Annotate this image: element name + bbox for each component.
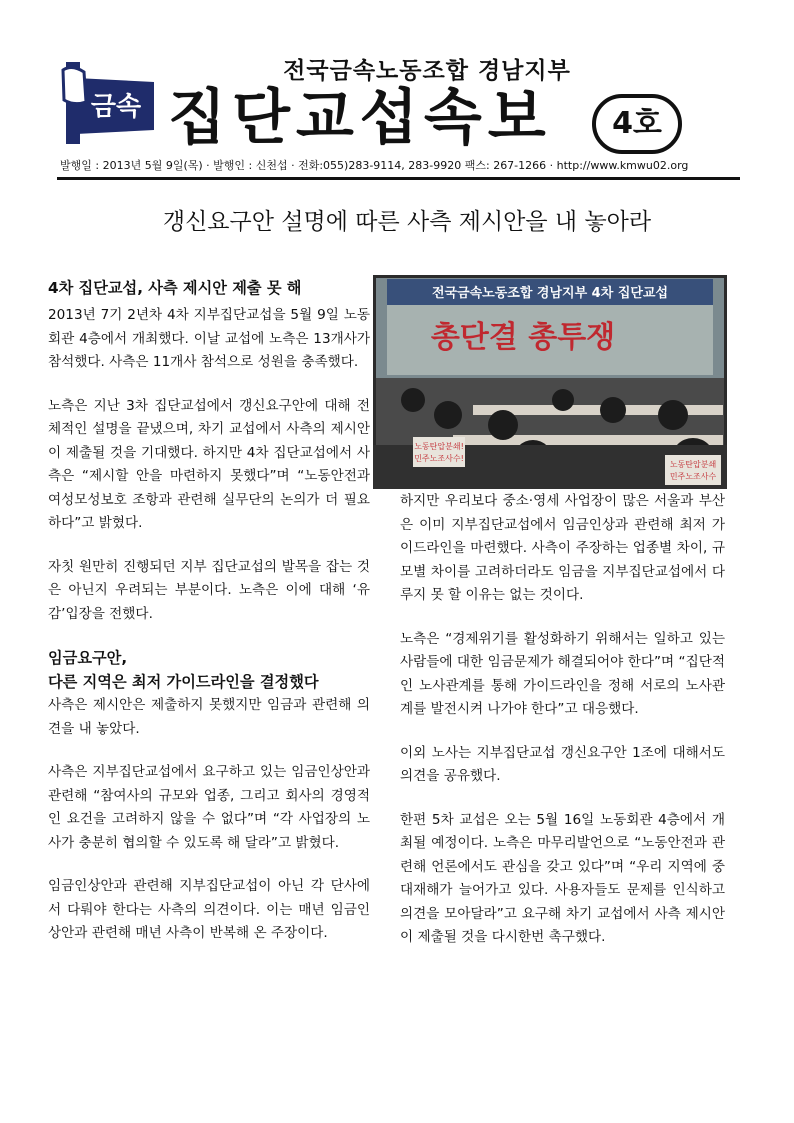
publication-info: 발행일 : 2013년 5월 9일(목) · 발행인 : 신천섭 · 전화:055)283-9114, 283-9920 팩스: 267-1266 · http://www.kmwu02.org (60, 159, 689, 172)
paragraph-2: 노측은 지난 3차 집단교섭에서 갱신요구안에 대해 전체적인 설명을 끝냈으며, 차기 교섭에서 사측의 제시안이 제출될 것을 기대했다. 하지만 4차 집단교섭에서 사측은 “제시할 안을 마련하지 못했다”며 “노동안전과 여성모성보호 조항과 관련해 실무단의 논의가 더 필요하다”고 밝혔다. (48, 397, 370, 531)
meeting-photo (373, 275, 727, 489)
main-headline: 갱신요구안 설명에 따른 사측 제시안을 내 놓아라 (162, 209, 652, 235)
section-heading-2-line1: 임금요구안, (48, 649, 128, 667)
header-rule (57, 177, 740, 180)
masthead-title: 집단교섭속보 (168, 83, 552, 153)
paragraph-7: 하지만 우리보다 중소·영세 사업장이 많은 서울과 부산은 이미 지부집단교섭에서 임금인상과 관련해 최저 가이드라인을 마련했다. 사측이 주장하는 업종별 차이, 규모별 차이를 고려하더라도 임금을 지부집단교섭에서 다루지 못 할 이유는 없는 것이다. (400, 493, 725, 603)
svg-text:노동탄압분쇄!: 노동탄압분쇄! (414, 442, 464, 451)
svg-text:전국금속노동조합 경남지부 4차 집단교섭: 전국금속노동조합 경남지부 4차 집단교섭 (431, 286, 669, 301)
section-heading-2 (48, 646, 370, 694)
paragraph-9: 이외 노사는 지부집단교섭 갱신요구안 1조에 대해서도 의견을 공유했다. (400, 744, 725, 784)
paragraph-6: 임금인상안과 관련해 지부집단교섭이 아닌 각 단사에서 다뤄야 한다는 사측의 의견이다. 이는 매년 임금인상안과 관련해 매년 사측이 반복해 온 주장이다. (48, 878, 370, 941)
paragraph-8: 노측은 “경제위기를 활성화하기 위해서는 일하고 있는 사람들에 대한 임금문제가 해결되어야 한다”며 “집단적인 노사관계를 통해 가이드라인을 정해 서로의 노사관계를 발전시켜 나가야 한다”고 대응했다. (400, 630, 725, 717)
section-heading-1: 4차 집단교섭, 사측 제시안 제출 못 해 (48, 279, 302, 297)
paragraph-5: 사측은 지부집단교섭에서 요구하고 있는 임금인상안과 관련해 “참여사의 규모와 업종, 그리고 회사의 경영적인 요건을 고려하지 않을 수 없다”며 “각 사업장의 노사가 충분히 협의할 수 있도록 해 달라”고 밝혔다. (48, 764, 370, 851)
paragraph-10: 한편 5차 교섭은 오는 5월 16일 노동회관 4층에서 개최될 예정이다. 노측은 마무리발언으로 “노동안전과 관련해 언론에서도 관심을 갖고 있다”며 “우리 지역에 중대재해가 늘어가고 있다. 사용자들도 문제를 인식하고 의견을 모아달라”고 요구해 차기 교섭에서 사측 제시안이 제출될 것을 다시한번 촉구했다. (400, 811, 725, 945)
svg-text:총단결 총투쟁: 총단결 총투쟁 (430, 320, 616, 355)
right-column (400, 490, 725, 970)
issue-number: 4호 (592, 94, 682, 154)
section-heading-2-line2: 다른 지역은 최저 가이드라인을 결정했다 (48, 673, 319, 691)
svg-text:노동탄압분쇄: 노동탄압분쇄 (669, 460, 717, 469)
org-name: 전국금속노동조합 경남지부 (283, 58, 571, 84)
paragraph-1: 2013년 7기 2년차 4차 지부집단교섭을 5월 9일 노동회관 4층에서 개최했다. 이날 교섭에 노측은 13개사가 참석했다. 사측은 11개사 참석으로 성원을 충족했다. (48, 307, 370, 370)
paragraph-4: 사측은 제시안은 제출하지 못했지만 임금과 관련해 의견을 내 놓았다. (48, 697, 370, 737)
svg-text:민주노조사수!: 민주노조사수! (414, 454, 464, 463)
svg-text:민주노조사수: 민주노조사수 (669, 472, 717, 481)
left-column (48, 276, 370, 966)
paragraph-3: 자칫 원만히 진행되던 지부 집단교섭의 발목을 잡는 것은 아닌지 우려되는 부분이다. 노측은 이에 대해 ‘유감’입장을 전했다. (48, 558, 370, 622)
svg-text:금속: 금속 (90, 92, 142, 122)
